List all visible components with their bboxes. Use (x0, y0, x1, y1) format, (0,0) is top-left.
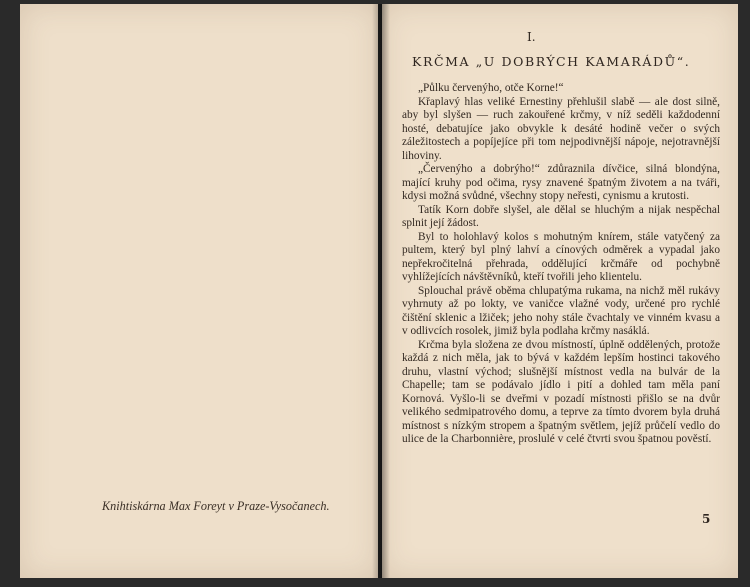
page-number: 5 (702, 512, 711, 526)
right-page (382, 4, 738, 578)
left-page (20, 4, 378, 578)
chapter-title: KRČMA „U DOBRÝCH KAMARÁDŮ“. (412, 54, 691, 69)
body-text (402, 82, 720, 447)
paragraph: Byl to holohlavý kolos s mohutným knírem, stále vatyčený za pultem, který byl plný lahví a cínových odměrek a vypadal jako nepřekročitelná přehrada, oddělující krčmáře od pochybně vyhlížejících návštěvníků, kteří tvořili jeho klientelu. (402, 230, 720, 283)
paragraph: Křaplavý hlas veliké Ernestiny přehlušil slabě — ale dost silně, aby byl slyšen — ruch zakouřené krčmy, v níž seděli každodenní hosté, debatujíce jako obvykle k desáté hodině večer o svých záležitostech a popíjejíce při tom nejpodivnější nápoje, nejotravnější lihoviny. (402, 95, 720, 162)
paragraph: „Červenýho a dobrýho!“ zdůraznila dívčice, silná blondýna, mající kruhy pod očima, rysy znavené špatným životem a na tváři, kdysi možná svůdné, všechny stopy neřesti, cynismu a krutosti. (402, 163, 720, 202)
book-gutter (372, 4, 390, 578)
book-spread (20, 4, 738, 578)
paragraph: Tatík Korn dobře slyšel, ale dělal se hluchým a nijak nespěchal splnit její žádost. (402, 203, 720, 229)
printer-imprint: Knihtiskárna Max Foreyt v Praze-Vysočanech. (102, 499, 330, 513)
paragraph: Krčma byla složena ze dvou místností, úplně oddělených, protože každá z nich měla, jak to bývá v každém lepším hostinci takového druhu, vlastní východ; slušnější místnost vedla na bulvár de la Chapelle; tam se podávalo jídlo i pití a dohled tam měla paní Kornová. Vyšlo-li se dveřmi v pozadí místnosti přišlo se na dvůr velikého sedmipatrového domu, a teprve za tímto dvorem byla druhá místnost s nízkým stropem a špatným světlem, jejíž průčelí vedlo do ulice de la Charbonnière, proslulé v celé čtvrti svou špatnou pověstí. (402, 338, 720, 445)
paragraph: Splouchal právě oběma chlupatýma rukama, na nichž měl rukávy vyhrnuty až po lokty, ve vaničce vlažné vody, určené pro rychlé čištění sklenic a lžiček; jeho nohy stále čvachtaly ve vinném kvasu a v odlivcích rosolek, jimiž byla podlaha krčmy nasáklá. (402, 284, 720, 337)
chapter-number: I. (527, 30, 536, 44)
paragraph: „Půlku červenýho, otče Korne!“ (418, 82, 564, 94)
